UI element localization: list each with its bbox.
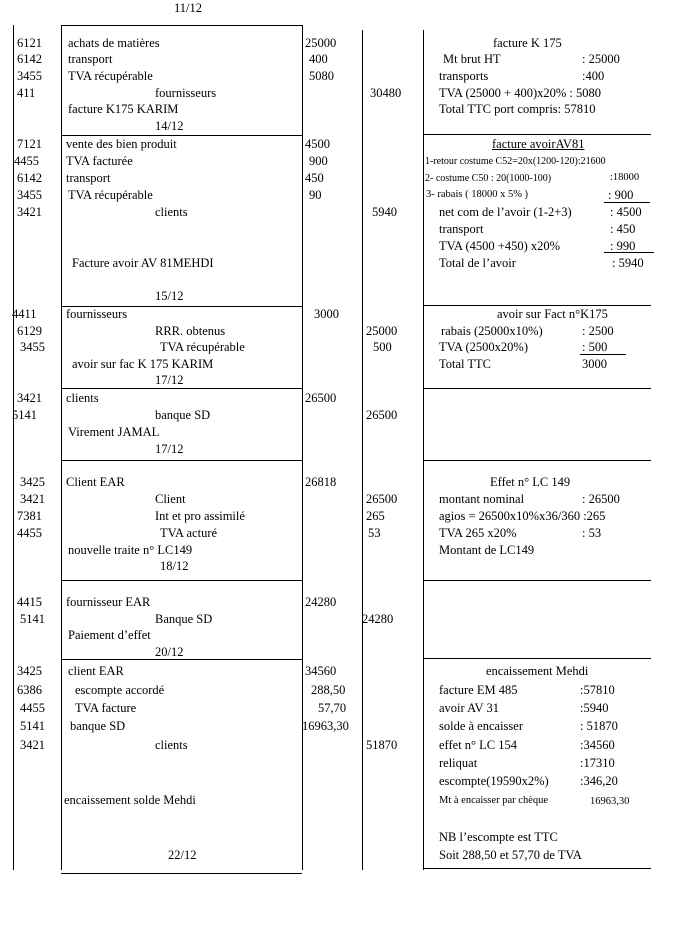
entry-date: 11/12 [174, 1, 203, 15]
debit-amount: 450 [305, 171, 324, 185]
debit-amount: 3000 [314, 307, 339, 321]
calc-separator [423, 580, 651, 581]
calc-label: solde à encaisser [439, 719, 523, 733]
credit-amount: 265 [366, 509, 385, 523]
account-number: 4455 [17, 526, 42, 540]
calc-value: :57810 [580, 683, 615, 697]
account-label: fournisseurs [66, 307, 128, 321]
account-number: 4411 [12, 307, 37, 321]
account-label: TVA facture [75, 701, 137, 715]
account-label: clients [66, 391, 99, 405]
account-number: 4415 [17, 595, 42, 609]
calc-label: 1-retour costume C52=20x(1200-120):21600 [425, 156, 606, 167]
entry-reference: facture K175 KARIM [68, 102, 179, 116]
calc-value: :18000 [610, 172, 640, 183]
account-number: 6129 [17, 324, 42, 338]
credit-amount: 51870 [366, 738, 398, 752]
account-number: 4455 [20, 701, 45, 715]
account-label: fournisseurs [155, 86, 217, 100]
entry-date: 17/12 [155, 373, 184, 387]
debit-amount: 16963,30 [302, 719, 349, 733]
calc-value: 16963,30 [590, 796, 630, 807]
calc-separator [423, 460, 651, 461]
calc-label: TVA 265 x20% [439, 526, 517, 540]
date-separator [61, 388, 302, 389]
debit-column-border [302, 25, 303, 870]
account-number: 5141 [20, 612, 45, 626]
credit-amount: 26500 [366, 492, 398, 506]
account-label: TVA facturée [66, 154, 133, 168]
calc-label: TVA (2500x20%) [439, 340, 529, 354]
calc-value: : 990 [610, 239, 636, 253]
date-separator [61, 659, 302, 660]
calc-label: TVA (25000 + 400)x20% : 5080 [439, 86, 602, 100]
account-number: 6142 [17, 52, 42, 66]
account-label: Banque SD [155, 612, 213, 626]
account-number: 5141 [20, 719, 45, 733]
label-column-border [61, 25, 62, 870]
account-number: 7121 [17, 137, 42, 151]
account-label: vente des bien produit [66, 137, 177, 151]
debit-amount: 5080 [309, 69, 334, 83]
subtotal-rule [604, 202, 650, 203]
calc-column-border [423, 30, 424, 870]
calc-label: agios = 26500x10%x36/360 :265 [439, 509, 606, 523]
credit-column-border [362, 30, 363, 870]
account-number: 3425 [17, 664, 42, 678]
calc-title: Effet n° LC 149 [490, 475, 571, 489]
calc-label: net com de l’avoir (1-2+3) [439, 205, 572, 219]
account-number: 3455 [20, 340, 45, 354]
account-label: Client [155, 492, 186, 506]
account-label: achats de matières [68, 36, 160, 50]
account-label: TVA récupérable [68, 188, 153, 202]
calc-label: transport [439, 222, 484, 236]
credit-amount: 25000 [366, 324, 398, 338]
calc-value: :346,20 [580, 774, 618, 788]
calc-value: : 500 [582, 340, 608, 354]
calc-note: NB l’escompte est TTC [439, 830, 558, 844]
calc-value: : 450 [610, 222, 636, 236]
date-separator [61, 25, 302, 26]
account-number: 7381 [17, 509, 42, 523]
credit-amount: 26500 [366, 408, 398, 422]
calc-label: Mt à encaisser par chèque [439, 795, 549, 806]
account-label: transport [68, 52, 113, 66]
credit-amount: 53 [368, 526, 381, 540]
account-number: 3421 [17, 205, 42, 219]
calc-label: Total de l’avoir [439, 256, 516, 270]
account-number: 6121 [17, 36, 42, 50]
entry-reference: avoir sur fac K 175 KARIM [72, 357, 214, 371]
account-label: RRR. obtenus [155, 324, 226, 338]
debit-amount: 4500 [305, 137, 330, 151]
entry-reference: Virement JAMAL [68, 425, 160, 439]
entry-date: 14/12 [155, 119, 184, 133]
account-number: 3455 [17, 69, 42, 83]
account-label: fournisseur EAR [66, 595, 151, 609]
entry-date: 22/12 [168, 848, 197, 862]
account-number: 3425 [20, 475, 45, 489]
account-number: 4455 [14, 154, 39, 168]
calc-label: escompte(19590x2%) [439, 774, 549, 788]
calc-value: : 900 [608, 188, 634, 202]
date-separator [61, 135, 302, 136]
account-number: 6386 [17, 683, 42, 697]
debit-amount: 26818 [305, 475, 337, 489]
calc-label: Total TTC port compris: 57810 [439, 102, 596, 116]
entry-reference: nouvelle traite n° LC149 [68, 543, 193, 557]
calc-value: : 51870 [580, 719, 618, 733]
account-label: transport [66, 171, 111, 185]
calc-separator [423, 134, 651, 135]
calc-value: :5940 [580, 701, 609, 715]
debit-amount: 90 [309, 188, 322, 202]
debit-amount: 400 [309, 52, 328, 66]
account-label: TVA acturé [160, 526, 218, 540]
account-label: clients [155, 738, 188, 752]
calc-label: effet n° LC 154 [439, 738, 518, 752]
account-number: 3421 [20, 738, 45, 752]
account-number: 3421 [17, 391, 42, 405]
date-separator [61, 580, 302, 581]
debit-amount: 24280 [305, 595, 337, 609]
calc-title: facture avoirAV81 [492, 137, 585, 151]
credit-amount: 5940 [372, 205, 397, 219]
calc-label: montant nominal [439, 492, 525, 506]
account-label: banque SD [70, 719, 126, 733]
calc-label: rabais (25000x10%) [441, 324, 543, 338]
calc-separator [423, 388, 651, 389]
calc-value: :17310 [580, 756, 615, 770]
calc-separator [423, 868, 651, 869]
calc-note: Soit 288,50 et 57,70 de TVA [439, 848, 582, 862]
calc-value: 3000 [582, 357, 607, 371]
calc-label: facture EM 485 [439, 683, 518, 697]
journal-left-border [13, 25, 14, 870]
account-label: client EAR [68, 664, 124, 678]
calc-label: TVA (4500 +450) x20% [439, 239, 561, 253]
calc-value: : 4500 [610, 205, 642, 219]
calc-label: Total TTC [439, 357, 492, 371]
account-label: Client EAR [66, 475, 125, 489]
credit-amount: 24280 [362, 612, 394, 626]
calc-separator [423, 305, 651, 306]
calc-value: :400 [582, 69, 605, 83]
calc-title: encaissement Mehdi [486, 664, 589, 678]
calc-label: Mt brut HT [443, 52, 501, 66]
entry-date: 17/12 [155, 442, 184, 456]
account-label: escompte accordé [75, 683, 165, 697]
calc-value: :34560 [580, 738, 615, 752]
account-label: TVA récupérable [160, 340, 245, 354]
entry-date: 18/12 [160, 559, 189, 573]
debit-amount: 900 [309, 154, 328, 168]
entry-date: 20/12 [155, 645, 184, 659]
account-label: Int et pro assimilé [155, 509, 245, 523]
calc-label: avoir AV 31 [439, 701, 499, 715]
calc-title: avoir sur Fact n°K175 [497, 307, 608, 321]
calc-label: 2- costume C50 : 20(1000-100) [425, 173, 552, 184]
calc-title: facture K 175 [493, 36, 562, 50]
account-number: 6142 [17, 171, 42, 185]
debit-amount: 34560 [305, 664, 337, 678]
date-separator [61, 460, 302, 461]
account-label: clients [155, 205, 188, 219]
calc-label: transports [439, 69, 489, 83]
calc-label: reliquat [439, 756, 478, 770]
entry-reference: Paiement d’effet [68, 628, 151, 642]
account-number: 411 [17, 86, 36, 100]
debit-amount: 26500 [305, 391, 337, 405]
account-label: TVA récupérable [68, 69, 153, 83]
calc-value: : 53 [582, 526, 602, 540]
debit-amount: 288,50 [311, 683, 346, 697]
entry-reference: Facture avoir AV 81MEHDI [72, 256, 214, 270]
account-number: 3421 [20, 492, 45, 506]
debit-amount: 57,70 [318, 701, 347, 715]
debit-amount: 25000 [305, 36, 337, 50]
subtotal-rule [580, 354, 626, 355]
calc-value: : 5940 [612, 256, 644, 270]
calc-value: : 26500 [582, 492, 620, 506]
calc-label: 3- rabais ( 18000 x 5% ) [426, 189, 529, 200]
entry-reference: encaissement solde Mehdi [64, 793, 196, 807]
entry-date: 15/12 [155, 289, 184, 303]
credit-amount: 30480 [370, 86, 402, 100]
calc-separator [423, 658, 651, 659]
account-number: 5141 [12, 408, 37, 422]
calc-value: : 2500 [582, 324, 614, 338]
credit-amount: 500 [373, 340, 392, 354]
calc-label: Montant de LC149 [439, 543, 535, 557]
account-number: 3455 [17, 188, 42, 202]
calc-value: : 25000 [582, 52, 620, 66]
date-separator [61, 873, 302, 874]
account-label: banque SD [155, 408, 211, 422]
